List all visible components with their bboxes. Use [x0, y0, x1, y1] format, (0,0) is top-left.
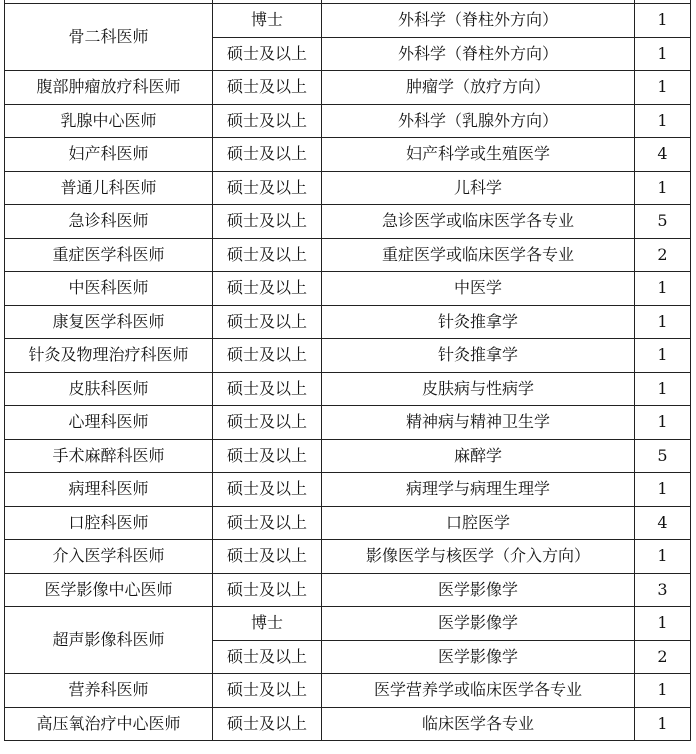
- count-cell: 1: [635, 171, 691, 205]
- degree-cell: 硕士及以上: [213, 506, 322, 540]
- position-cell: 超声影像科医师: [5, 607, 213, 674]
- position-cell: 骨二科医师: [5, 4, 213, 71]
- recruitment-table: [4, 3, 691, 741]
- major-cell: 儿科学: [322, 171, 635, 205]
- degree-cell: 硕士及以上: [213, 640, 322, 674]
- position-cell: 康复医学科医师: [5, 305, 213, 339]
- degree-cell: 硕士及以上: [213, 171, 322, 205]
- table-row: [5, 138, 691, 172]
- count-cell: 2: [635, 640, 691, 674]
- degree-cell: 硕士及以上: [213, 674, 322, 708]
- recruitment-table-page: [4, 0, 692, 754]
- degree-cell: 硕士及以上: [213, 406, 322, 440]
- count-cell: 1: [635, 339, 691, 373]
- table-row: [5, 205, 691, 239]
- major-cell: 医学影像学: [322, 640, 635, 674]
- position-cell: 腹部肿瘤放疗科医师: [5, 71, 213, 105]
- count-cell: 1: [635, 305, 691, 339]
- position-cell: 心理科医师: [5, 406, 213, 440]
- major-cell: 中医学: [322, 272, 635, 306]
- degree-cell: 硕士及以上: [213, 272, 322, 306]
- table-row: [5, 71, 691, 105]
- position-cell: 手术麻醉科医师: [5, 439, 213, 473]
- table-row: [5, 171, 691, 205]
- degree-cell: 硕士及以上: [213, 439, 322, 473]
- position-cell: 妇产科医师: [5, 138, 213, 172]
- major-cell: 口腔医学: [322, 506, 635, 540]
- major-cell: 精神病与精神卫生学: [322, 406, 635, 440]
- major-cell: 重症医学或临床医学各专业: [322, 238, 635, 272]
- position-cell: 针灸及物理治疗科医师: [5, 339, 213, 373]
- major-cell: 医学影像学: [322, 607, 635, 641]
- major-cell: 医学营养学或临床医学各专业: [322, 674, 635, 708]
- major-cell: 麻醉学: [322, 439, 635, 473]
- degree-cell: 硕士及以上: [213, 473, 322, 507]
- count-cell: 1: [635, 37, 691, 71]
- major-cell: 急诊医学或临床医学各专业: [322, 205, 635, 239]
- degree-cell: 博士: [213, 4, 322, 38]
- table-row: [5, 573, 691, 607]
- degree-cell: 硕士及以上: [213, 104, 322, 138]
- table-row: [5, 540, 691, 574]
- position-cell: 高压氧治疗中心医师: [5, 707, 213, 741]
- major-cell: 肿瘤学（放疗方向）: [322, 71, 635, 105]
- count-cell: 4: [635, 506, 691, 540]
- degree-cell: 硕士及以上: [213, 37, 322, 71]
- table-row: [5, 238, 691, 272]
- count-cell: 5: [635, 205, 691, 239]
- count-cell: 1: [635, 607, 691, 641]
- position-cell: 介入医学科医师: [5, 540, 213, 574]
- count-cell: 1: [635, 71, 691, 105]
- count-cell: 1: [635, 540, 691, 574]
- table-row: [5, 339, 691, 373]
- table-row: [5, 305, 691, 339]
- table-row: [5, 406, 691, 440]
- major-cell: 病理学与病理生理学: [322, 473, 635, 507]
- count-cell: 1: [635, 4, 691, 38]
- table-row: [5, 707, 691, 741]
- degree-cell: 博士: [213, 607, 322, 641]
- table-row: [5, 473, 691, 507]
- count-cell: 4: [635, 138, 691, 172]
- major-cell: 医学影像学: [322, 573, 635, 607]
- major-cell: 针灸推拿学: [322, 339, 635, 373]
- table-row: [5, 372, 691, 406]
- table-top-continuation: [4, 0, 692, 3]
- table-row: [5, 607, 691, 641]
- degree-cell: 硕士及以上: [213, 573, 322, 607]
- position-cell: 急诊科医师: [5, 205, 213, 239]
- major-cell: 影像医学与核医学（介入方向）: [322, 540, 635, 574]
- position-cell: 皮肤科医师: [5, 372, 213, 406]
- degree-cell: 硕士及以上: [213, 339, 322, 373]
- degree-cell: 硕士及以上: [213, 707, 322, 741]
- major-cell: 外科学（乳腺外方向）: [322, 104, 635, 138]
- major-cell: 皮肤病与性病学: [322, 372, 635, 406]
- major-cell: 妇产科学或生殖医学: [322, 138, 635, 172]
- count-cell: 1: [635, 272, 691, 306]
- position-cell: 营养科医师: [5, 674, 213, 708]
- count-cell: 1: [635, 104, 691, 138]
- position-cell: 医学影像中心医师: [5, 573, 213, 607]
- degree-cell: 硕士及以上: [213, 305, 322, 339]
- position-cell: 中医科医师: [5, 272, 213, 306]
- table-row: [5, 272, 691, 306]
- table-row: [5, 104, 691, 138]
- position-cell: 重症医学科医师: [5, 238, 213, 272]
- degree-cell: 硕士及以上: [213, 238, 322, 272]
- count-cell: 1: [635, 406, 691, 440]
- table-row: [5, 674, 691, 708]
- table-row: [5, 439, 691, 473]
- count-cell: 2: [635, 238, 691, 272]
- table-row: [5, 4, 691, 38]
- degree-cell: 硕士及以上: [213, 71, 322, 105]
- major-cell: 外科学（脊柱外方向）: [322, 37, 635, 71]
- count-cell: 1: [635, 674, 691, 708]
- count-cell: 1: [635, 473, 691, 507]
- count-cell: 3: [635, 573, 691, 607]
- count-cell: 1: [635, 372, 691, 406]
- major-cell: 临床医学各专业: [322, 707, 635, 741]
- count-cell: 1: [635, 707, 691, 741]
- degree-cell: 硕士及以上: [213, 540, 322, 574]
- position-cell: 普通儿科医师: [5, 171, 213, 205]
- major-cell: 针灸推拿学: [322, 305, 635, 339]
- count-cell: 5: [635, 439, 691, 473]
- table-row: [5, 506, 691, 540]
- major-cell: 外科学（脊柱外方向）: [322, 4, 635, 38]
- position-cell: 口腔科医师: [5, 506, 213, 540]
- degree-cell: 硕士及以上: [213, 372, 322, 406]
- degree-cell: 硕士及以上: [213, 138, 322, 172]
- position-cell: 病理科医师: [5, 473, 213, 507]
- position-cell: 乳腺中心医师: [5, 104, 213, 138]
- degree-cell: 硕士及以上: [213, 205, 322, 239]
